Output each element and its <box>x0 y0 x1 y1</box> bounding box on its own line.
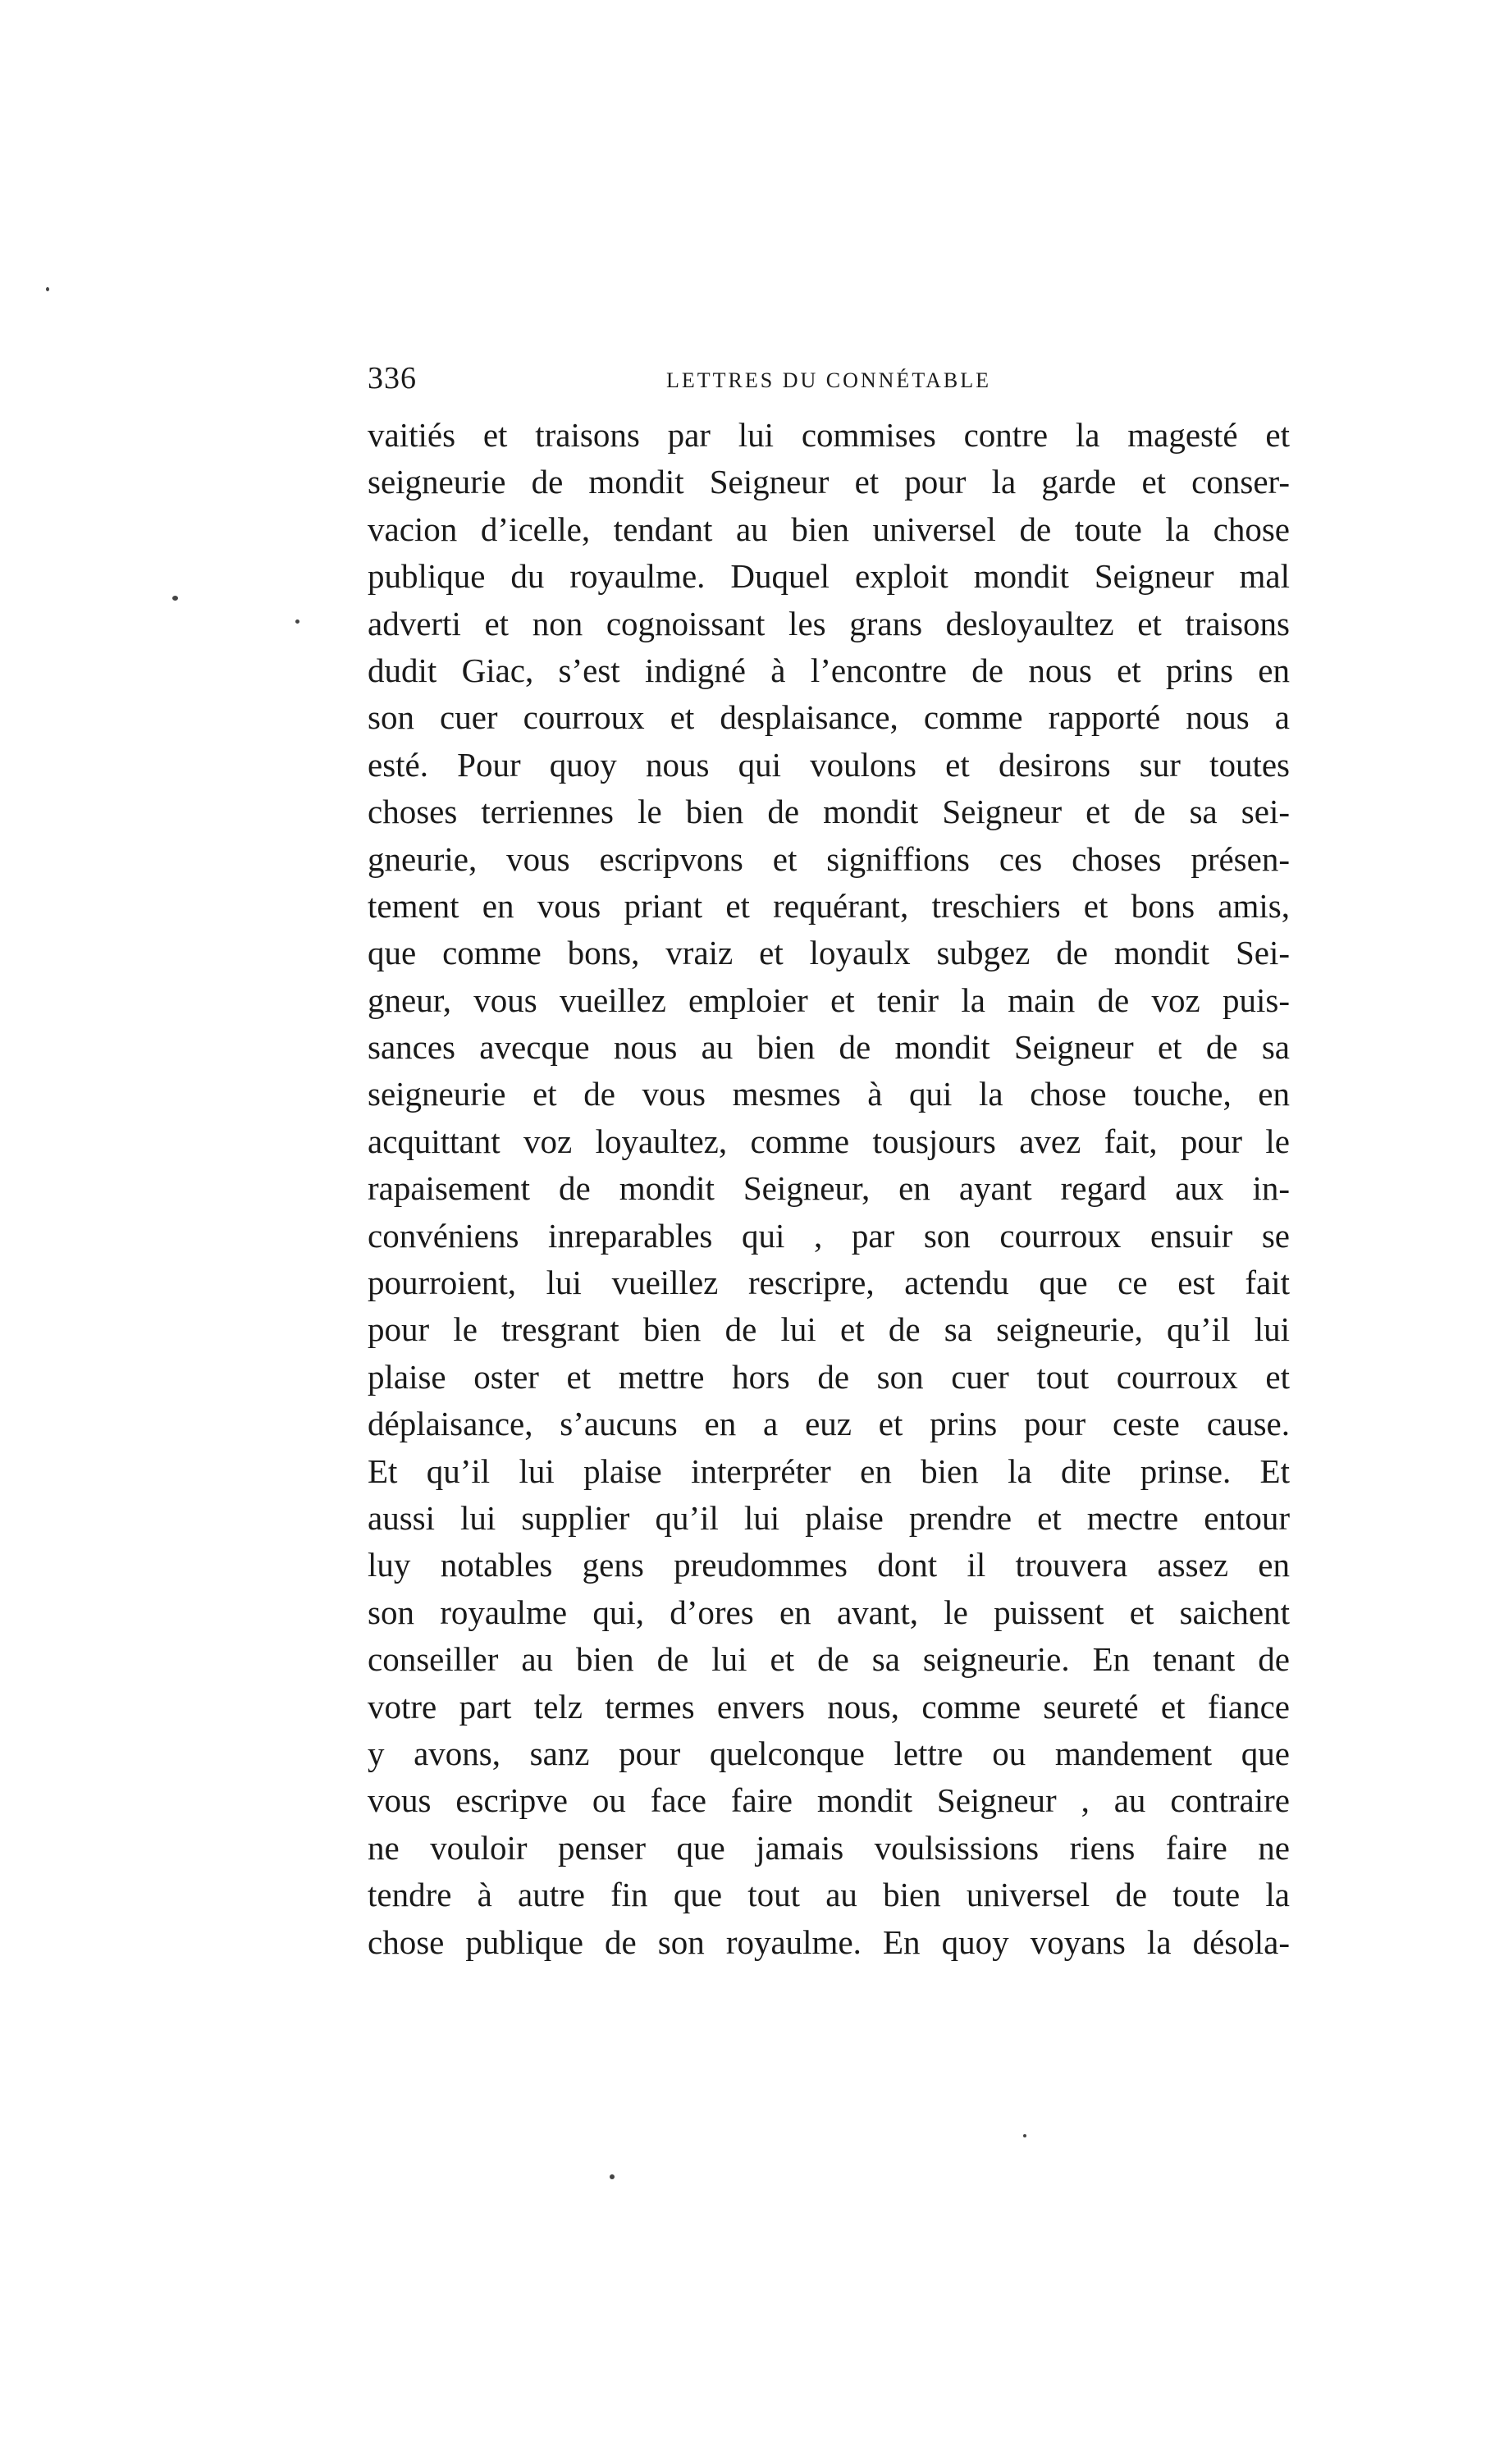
text-line: sances avecque nous au bien de mondit Seigneur et de sa <box>368 1028 1290 1067</box>
text-line: conseiller au bien de lui et de sa seigneurie. En tenant de <box>368 1640 1290 1679</box>
text-line: son cuer courroux et desplaisance, comme rapporté nous a <box>368 698 1290 737</box>
running-head <box>368 359 1290 397</box>
body-text <box>368 412 1290 1966</box>
text-line: que comme bons, vraiz et loyaulx subgez de mondit Sei- <box>368 934 1290 972</box>
print-speck <box>172 596 178 601</box>
text-line: son royaulme qui, d’ores en avant, le puissent et saichent <box>368 1593 1290 1631</box>
text-line: seigneurie de mondit Seigneur et pour la garde et conser- <box>368 463 1290 501</box>
text-line: plaise oster et mettre hors de son cuer tout courroux et <box>368 1357 1290 1396</box>
text-line: luy notables gens preudommes dont il trouvera assez en <box>368 1546 1290 1584</box>
text-line: publique du royaulme. Duquel exploit mondit Seigneur mal <box>368 557 1290 596</box>
text-line: chose publique de son royaulme. En quoy voyans la désola- <box>368 1922 1290 1961</box>
print-speck <box>610 2174 615 2179</box>
page-number: 336 <box>368 361 417 395</box>
text-line: gneur, vous vueillez emploier et tenir la main de voz puis- <box>368 981 1290 1019</box>
text-line: adverti et non cognoissant les grans desloyaultez et traisons <box>368 604 1290 642</box>
text-line: pour le tresgrant bien de lui et de sa seigneurie, qu’il lui <box>368 1310 1290 1349</box>
running-title: LETTRES DU CONNÉTABLE <box>666 368 991 392</box>
text-line: convéniens inreparables qui , par son courroux ensuir se <box>368 1216 1290 1255</box>
text-line: vaitiés et traisons par lui commises contre la magesté et <box>368 416 1290 454</box>
print-speck <box>46 287 49 291</box>
text-line: tement en vous priant et requérant, treschiers et bons amis, <box>368 886 1290 925</box>
text-line: vacion d’icelle, tendant au bien universel de toute la chose <box>368 510 1290 548</box>
text-line: dudit Giac, s’est indigné à l’encontre de nous et prins en <box>368 651 1290 689</box>
print-speck <box>1023 2134 1026 2137</box>
text-line: déplaisance, s’aucuns en a euz et prins pour ceste cause. <box>368 1405 1290 1443</box>
text-line: seigneurie et de vous mesmes à qui la chose touche, en <box>368 1075 1290 1113</box>
text-line: aussi lui supplier qu’il lui plaise prendre et mectre entour <box>368 1498 1290 1537</box>
text-line: esté. Pour quoy nous qui voulons et desirons sur toutes <box>368 745 1290 784</box>
print-speck <box>295 619 299 624</box>
text-line: acquittant voz loyaultez, comme tousjours avez fait, pour le <box>368 1122 1290 1160</box>
text-line: choses terriennes le bien de mondit Seigneur et de sa sei- <box>368 793 1290 831</box>
text-line: ne vouloir penser que jamais voulsissions riens faire ne <box>368 1828 1290 1867</box>
text-line: y avons, sanz pour quelconque lettre ou mandement que <box>368 1734 1290 1772</box>
text-line: vous escripve ou face faire mondit Seigneur , au contraire <box>368 1781 1290 1820</box>
text-line: gneurie, vous escripvons et signiffions ces choses présen- <box>368 839 1290 878</box>
text-line: pourroient, lui vueillez rescripre, actendu que ce est fait <box>368 1264 1290 1302</box>
text-line: rapaisement de mondit Seigneur, en ayant regard aux in- <box>368 1169 1290 1208</box>
text-line: Et qu’il lui plaise interpréter en bien la dite prinse. Et <box>368 1451 1290 1490</box>
text-line: votre part telz termes envers nous, comme seureté et fiance <box>368 1687 1290 1726</box>
text-line: tendre à autre fin que tout au bien universel de toute la <box>368 1876 1290 1914</box>
